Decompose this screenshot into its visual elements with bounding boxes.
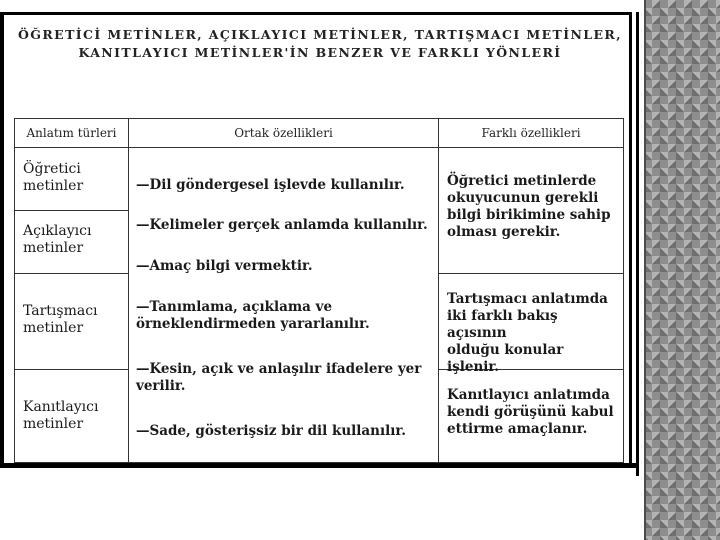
header-ortak-ozellikleri: Ortak özellikleri: [234, 126, 333, 140]
different-ogretici: [447, 173, 619, 241]
table-row-divider-2: [15, 273, 128, 274]
different-line: olması gerekir.: [447, 224, 561, 240]
frame-right-border: [636, 12, 639, 476]
common-item-3: —Amaç bilgi vermektir.: [136, 258, 313, 274]
common-item-line: örneklendirmeden yararlanılır.: [136, 316, 370, 332]
row-label-line: Tartışmacı: [23, 303, 98, 319]
header-anlatim-turleri: Anlatım türleri: [26, 126, 117, 140]
row-label-line: metinler: [23, 320, 84, 336]
row-label-line: Açıklayıcı: [23, 223, 92, 239]
different-line: ettirme amaçlanır.: [447, 421, 588, 437]
title-line-2: KANITLAYICI METİNLER'İN BENZER VE FARKLI YÖNLERİ: [78, 45, 562, 60]
row-label-line: Kanıtlayıcı: [23, 399, 99, 415]
row-label-aciklayici: [23, 223, 91, 257]
table-right-divider-1: [438, 273, 623, 274]
header-farkli-ozellikleri: Farklı özellikleri: [481, 126, 581, 140]
different-line: bilgi birikimine sahip: [447, 207, 611, 223]
row-label-ogretici: [23, 161, 83, 195]
common-item-5: [136, 361, 436, 395]
comparison-table: [14, 118, 624, 463]
table-header-divider: [15, 147, 623, 148]
different-line: Kanıtlayıcı anlatımda: [447, 387, 610, 403]
table-col-divider-2: [438, 119, 439, 462]
table-col-divider-1: [128, 119, 129, 462]
common-item-2: —Kelimeler gerçek anlamda kullanılır.: [136, 217, 428, 233]
common-item-line: —Tanımlama, açıklama ve: [136, 299, 333, 315]
common-item-4: [136, 299, 436, 333]
different-kanitlayici: [447, 387, 619, 438]
table-row-divider-3: [15, 369, 128, 370]
row-label-line: metinler: [23, 416, 84, 432]
checkered-side-band: [644, 0, 720, 540]
different-line: okuyucunun gerekli: [447, 190, 599, 206]
different-line: olduğu konular işlenir.: [447, 342, 564, 375]
row-label-tartismaci: [23, 303, 98, 337]
common-item-6: —Sade, gösterişsiz bir dil kullanılır.: [136, 423, 406, 439]
common-item-1: —Dil göndergesel işlevde kullanılır.: [136, 177, 405, 193]
row-label-line: Öğretici: [23, 161, 81, 177]
common-item-line: verilir.: [136, 378, 186, 394]
different-line: iki farklı bakış açısının: [447, 308, 558, 341]
row-label-kanitlayici: [23, 399, 98, 433]
different-tartismaci: [447, 291, 619, 376]
different-line: Öğretici metinlerde: [447, 173, 597, 189]
page-title: [10, 26, 630, 62]
different-line: kendi görüşünü kabul: [447, 404, 614, 420]
different-line: Tartışmacı anlatımda: [447, 291, 608, 307]
title-line-1: ÖĞRETİCİ METİNLER, AÇIKLAYICI METİNLER, TARTIŞMACI METİNLER,: [18, 27, 622, 42]
common-item-line: —Kesin, açık ve anlaşılır ifadelere yer: [136, 361, 422, 377]
frame-bottom-border: [0, 463, 639, 468]
row-label-line: metinler: [23, 240, 84, 256]
row-label-line: metinler: [23, 178, 84, 194]
table-row-divider-1: [15, 210, 128, 211]
